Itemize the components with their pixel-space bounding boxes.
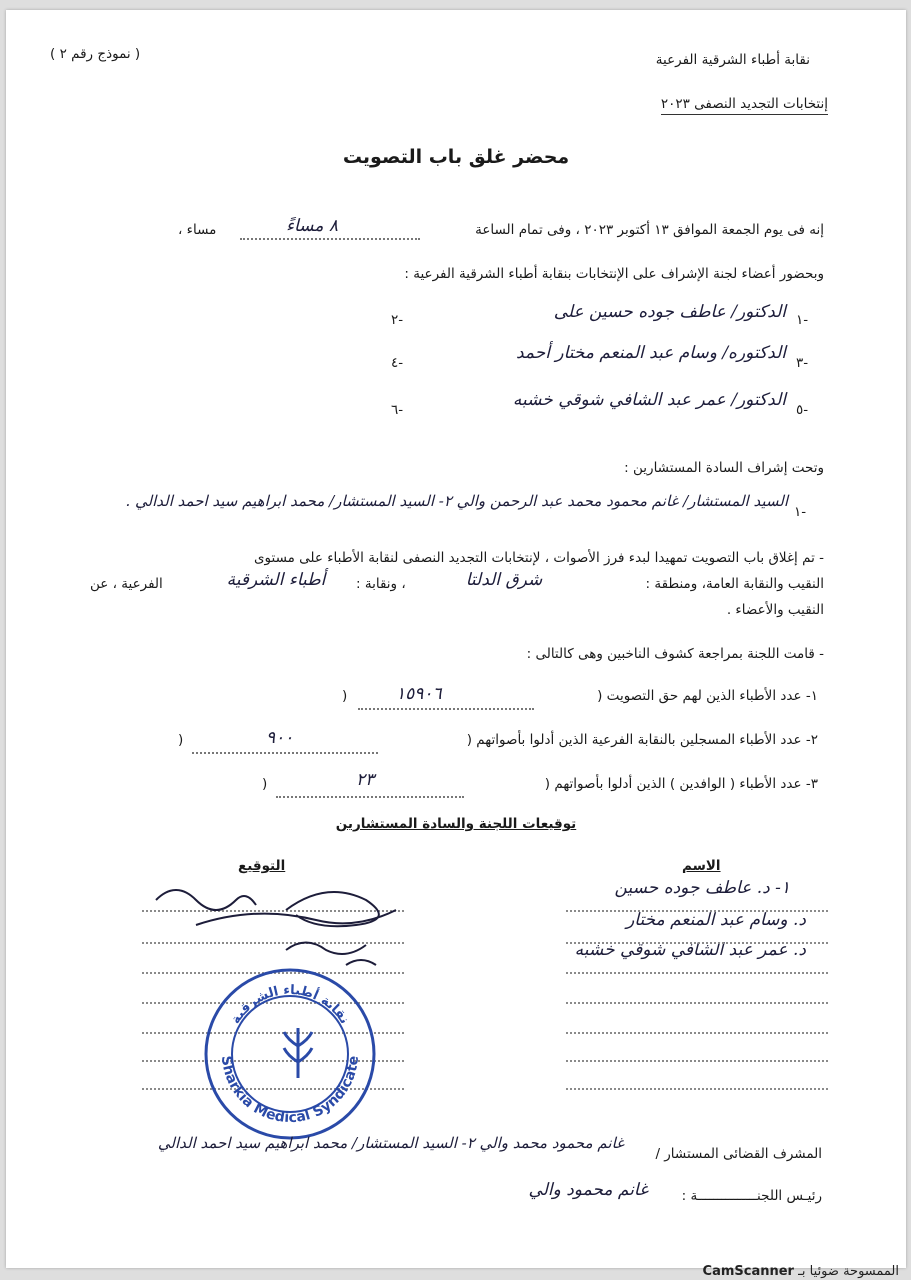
name-line-2	[566, 942, 828, 944]
name-column-header: الاسم	[682, 858, 721, 874]
svg-text:Sharkia Medical Syndicate	[218, 1055, 362, 1126]
review-value-2: ٩٠٠	[266, 728, 294, 748]
review-close-3: )	[262, 776, 268, 792]
closing-line-2b: ، ونقابة :	[356, 576, 406, 592]
review-item-2: ٢- عدد الأطباء المسجلين بالنقابة الفرعية الذين أدلوا بأصواتهم (	[466, 732, 818, 748]
member-3: الدكتوره/ وسام عبد المنعم مختار أحمد	[515, 343, 786, 363]
svg-text:نقابة أطباء الشرقية	[228, 983, 351, 1027]
signature-column-header: التوقيع	[238, 858, 286, 874]
name-line-1	[566, 910, 828, 912]
member-num-5: ٥-	[796, 402, 809, 418]
supervisor-value: غانم محمود محمد والي ٢- السيد المستشار/ محمد ابراهيم سيد احمد الدالي	[157, 1134, 624, 1152]
chair-label: رئيـس اللجنـــــــــــــــة :	[681, 1188, 822, 1204]
document-page	[6, 10, 906, 1268]
review-close-2: )	[178, 732, 184, 748]
stamp-arabic-text: نقابة أطباء الشرقية	[228, 982, 352, 1027]
signer-name-1: ١- د. عاطف جوده حسين	[614, 878, 790, 898]
counselors-heading: وتحت إشراف السادة المستشارين :	[624, 460, 824, 476]
branch-value: أطباء الشرقية	[226, 570, 326, 590]
closing-line-3: النقيب والأعضاء .	[726, 602, 824, 618]
page-title: محضر غلق باب التصويت	[342, 146, 570, 168]
attendance-text: وبحضور أعضاء لجنة الإشراف على الإنتخابات بنقابة أطباء الشرقية الفرعية :	[404, 266, 824, 282]
election-title: إنتخابات التجديد النصفى ٢٠٢٣	[661, 96, 828, 115]
evening-label: مساء ،	[178, 222, 217, 238]
signer-name-2: د. وسام عبد المنعم مختار	[626, 910, 806, 930]
region-value: شرق الدلتا	[465, 570, 543, 590]
member-5: الدكتور/ عمر عبد الشافي شوقي خشبه	[512, 390, 786, 410]
intro-text: إنه فى يوم الجمعة الموافق ١٣ أكتوبر ٢٠٢٣ ، وفى تمام الساعة	[475, 222, 824, 238]
item1-dots	[358, 694, 534, 710]
member-num-4: ٤-	[391, 355, 404, 371]
counselors-num: ١-	[794, 504, 807, 520]
chair-value: غانم محمود والي	[528, 1180, 648, 1200]
member-num-1: ١-	[796, 312, 809, 328]
signature-scribbles	[136, 870, 436, 980]
review-item-1: ١- عدد الأطباء الذين لهم حق التصويت (	[597, 688, 818, 704]
supervisor-label: المشرف القضائى المستشار /	[655, 1146, 822, 1162]
member-1: الدكتور/ عاطف جوده حسين على	[553, 302, 786, 322]
closing-line-2a: النقيب والنقابة العامة، ومنطقة :	[645, 576, 824, 592]
syndicate-stamp	[202, 966, 378, 1142]
syndicate-name: نقابة أطباء الشرقية الفرعية	[655, 52, 810, 68]
name-line-3	[566, 972, 828, 974]
name-line-5	[566, 1032, 828, 1034]
form-number: ( نموذج رقم ٢ )	[50, 46, 141, 62]
counselors-names: السيد المستشار/ غانم محمود محمد عبد الرحمن والي ٢- السيد المستشار/ محمد ابراهيم سيد احمد الدالي .	[125, 492, 788, 510]
review-close-1: )	[342, 688, 348, 704]
hour-handwritten: ٨ مساءً	[286, 216, 338, 236]
review-value-3: ٢٣	[356, 770, 375, 790]
hour-dotted-line	[240, 224, 420, 240]
scanner-brand: CamScanner	[702, 1264, 794, 1279]
closing-line-2c: الفرعية ، عن	[90, 576, 163, 592]
review-value-1: ١٥٩٠٦	[396, 684, 442, 704]
signer-name-3: د. عمر عبد الشافي شوقي خشبه	[574, 940, 806, 960]
name-line-4	[566, 1002, 828, 1004]
member-num-3: ٣-	[796, 355, 809, 371]
scanner-text: الممسوحة ضوئيا بـ	[798, 1264, 899, 1279]
signatures-heading: توقيعات اللجنة والسادة المستشارين	[335, 816, 577, 832]
scanner-watermark	[703, 1264, 899, 1279]
closing-line-1: - تم إغلاق باب التصويت تمهيدا لبدء فرز الأصوات ، لإنتخابات التجديد النصفى لنقابة الأطباء على مستوى	[253, 550, 824, 566]
review-heading: - قامت اللجنة بمراجعة كشوف الناخبين وهى كالتالى :	[526, 646, 824, 662]
name-line-6	[566, 1060, 828, 1062]
name-line-7	[566, 1088, 828, 1090]
member-num-6: ٦-	[391, 402, 404, 418]
member-num-2: ٢-	[391, 312, 404, 328]
review-item-3: ٣- عدد الأطباء ( الوافدين ) الذين أدلوا بأصواتهم (	[544, 776, 818, 792]
stamp-english-text: Sharkia Medical Syndicate	[217, 1054, 363, 1127]
